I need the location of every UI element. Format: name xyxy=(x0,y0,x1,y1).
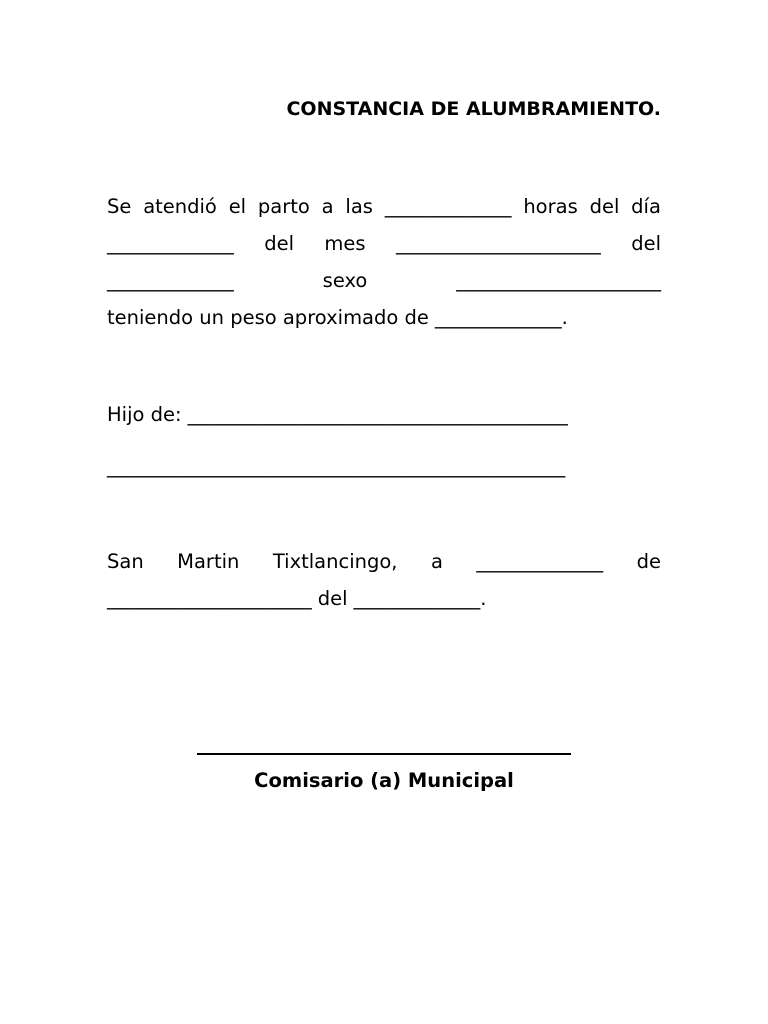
signature-label: Comisario (a) Municipal xyxy=(254,769,514,792)
word: sexo xyxy=(322,269,368,292)
month-blank[interactable]: _____________________ xyxy=(396,232,601,255)
word: del xyxy=(317,587,348,610)
parent-blank[interactable]: _______________________________________________ xyxy=(107,455,566,478)
word: horas xyxy=(523,195,578,218)
date-month-blank[interactable]: _____________________ xyxy=(107,587,312,610)
word: el xyxy=(228,195,247,218)
parent-section xyxy=(107,396,661,433)
date-year-blank[interactable]: _____________. xyxy=(353,587,487,610)
word: las xyxy=(345,195,373,218)
weight-blank[interactable]: _____________. xyxy=(434,306,568,329)
sex-blank[interactable]: _____________________ xyxy=(456,269,661,292)
word: del xyxy=(589,195,620,218)
word: Tixtlancingo, xyxy=(272,550,398,573)
place-line-2 xyxy=(107,580,661,617)
word: día xyxy=(631,195,661,218)
day-blank[interactable]: _____________ xyxy=(107,232,234,255)
hour-blank[interactable]: _____________ xyxy=(384,195,512,218)
word: a xyxy=(321,195,334,218)
parent-line-2 xyxy=(107,448,661,485)
date-day-blank[interactable]: _____________ xyxy=(476,550,604,573)
parent-blank[interactable]: _______________________________________ xyxy=(187,403,568,426)
document-title: CONSTANCIA DE ALUMBRAMIENTO. xyxy=(286,98,661,120)
word: Martin xyxy=(177,550,240,573)
weight-text: teniendo un peso aproximado de xyxy=(107,306,429,329)
word: de xyxy=(636,550,661,573)
word: del xyxy=(264,232,294,255)
word: del xyxy=(631,232,661,255)
birth-line-3 xyxy=(107,262,661,299)
birth-line-4 xyxy=(107,299,661,336)
birth-line-2 xyxy=(107,225,661,262)
word: Se xyxy=(107,195,132,218)
word: San xyxy=(107,550,144,573)
word: parto xyxy=(257,195,310,218)
signature-line[interactable] xyxy=(197,753,571,755)
birth-line-1 xyxy=(107,188,661,225)
place-date-paragraph xyxy=(107,543,661,617)
parent-section-continued xyxy=(107,448,661,485)
year-blank[interactable]: _____________ xyxy=(107,269,234,292)
birth-paragraph xyxy=(107,188,661,336)
parent-label: Hijo de: xyxy=(107,403,182,426)
word: mes xyxy=(324,232,366,255)
word: atendió xyxy=(143,195,217,218)
word: a xyxy=(430,550,443,573)
place-line-1 xyxy=(107,543,661,580)
parent-line-1 xyxy=(107,396,661,433)
